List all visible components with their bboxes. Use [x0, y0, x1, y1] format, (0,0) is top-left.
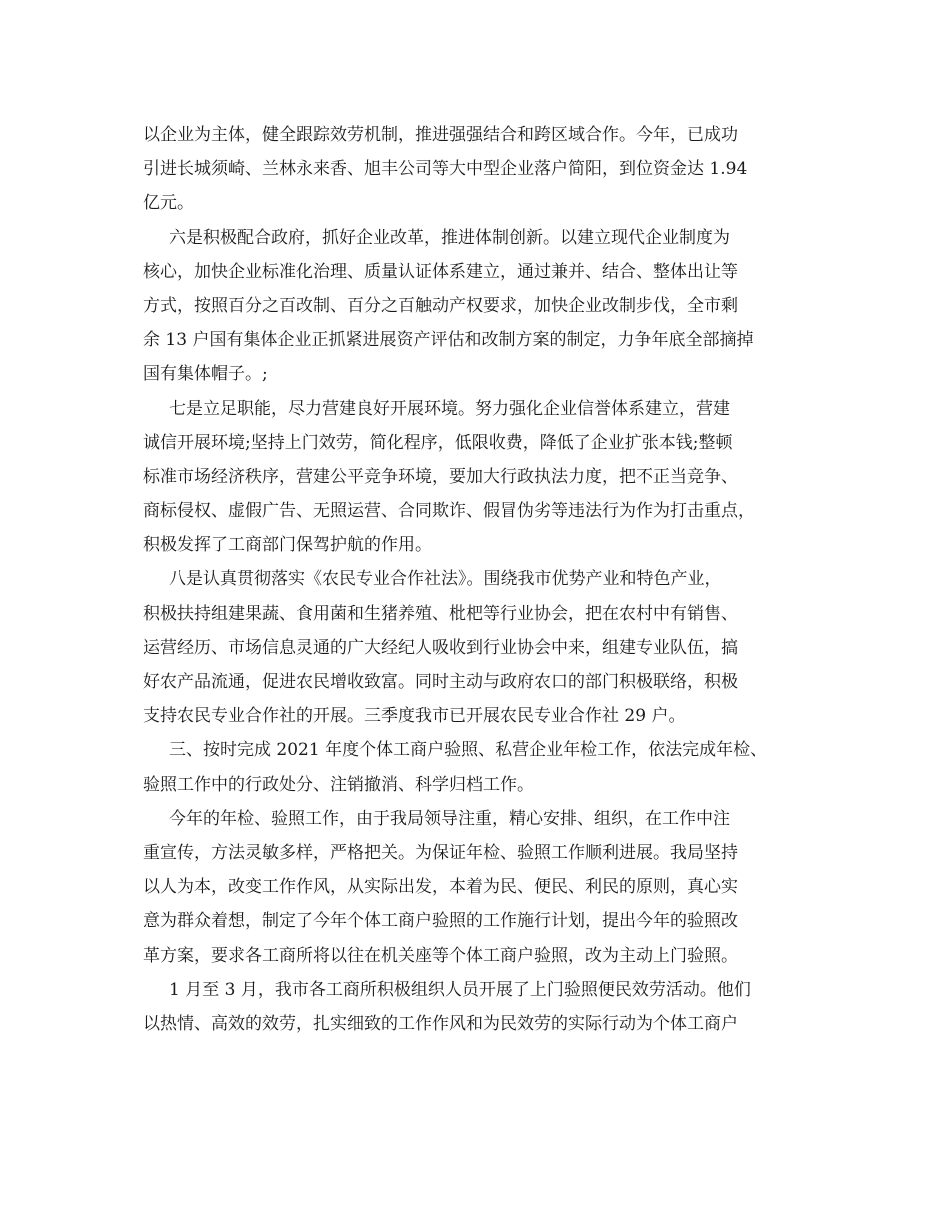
- text-line: 革方案，要求各工商所将以往在机关座等个体工商户验照，改为主动上门验照。: [143, 945, 738, 966]
- text-line: 六是积极配合政府，抓好企业改革，推进体制创新。以建立现代企业制度为: [169, 227, 730, 248]
- text-line: 意为群众着想，制定了今年个体工商户验照的工作施行计划，提出今年的验照改: [143, 911, 738, 932]
- text-line: 方式，按照百分之百改制、百分之百触动产权要求，加快企业改制步伐，全市剩: [143, 295, 738, 316]
- body-text: [143, 118, 815, 1041]
- text-line: 以热情、高效的效劳，扎实细致的工作作风和为民效劳的实际行动为个体工商户: [143, 1013, 738, 1034]
- text-line: 积极发挥了工商部门保驾护航的作用。: [143, 535, 432, 556]
- text-line: 三、按时完成 2021 年度个体工商户验照、私营企业年检工作，依法完成年检、: [169, 740, 768, 761]
- text-line: 亿元。: [143, 193, 194, 214]
- text-line: 八是认真贯彻落实《农民专业合作社法》。围绕我市优势产业和特色产业，: [169, 569, 722, 590]
- text-line: 以人为本，改变工作作风，从实际出发，本着为民、便民、利民的原则，真心实: [143, 877, 738, 898]
- text-line: 标准市场经济秩序，营建公平竞争环境，要加大行政执法力度，把不正当竞争、: [143, 466, 738, 487]
- text-line: 七是立足职能，尽力营建良好开展环境。努力强化企业信誉体系建立，营建: [169, 398, 730, 419]
- text-line: 1 月至 3 月，我市各工商所积极组织人员开展了上门验照便民效劳活动。他们: [169, 979, 751, 1000]
- text-line: 重宣传，方法灵敏多样，严格把关。为保证年检、验照工作顺利进展。我局坚持: [143, 842, 738, 863]
- text-line: 验照工作中的行政处分、注销撤消、科学归档工作。: [143, 774, 534, 795]
- text-line: 积极扶持组建果蔬、食用菌和生猪养殖、枇杷等行业协会，把在农村中有销售、: [143, 603, 738, 624]
- text-line: 好农产品流通，促进农民增收致富。同时主动与政府农口的部门积极联络，积极: [143, 672, 738, 692]
- text-line: 诚信开展环境;坚持上门效劳，简化程序，低限收费，降低了企业扩张本钱;整顿: [143, 432, 733, 453]
- text-line: 引进长城须崎、兰林永来香、旭丰公司等大中型企业落户简阳，到位资金达 1.94: [143, 159, 748, 180]
- text-line: 商标侵权、虚假广告、无照运营、合同欺诈、假冒伪劣等违法行为作为打击重点，: [143, 501, 755, 522]
- text-line: 支持农民专业合作社的开展。三季度我市已开展农民专业合作社 29 户。: [143, 706, 686, 727]
- text-line: 以企业为主体，健全跟踪效劳机制，推进强强结合和跨区域合作。今年，已成功: [143, 125, 738, 145]
- text-line: 余 13 户国有集体企业正抓紧进展资产评估和改制方案的制定，力争年底全部摘掉: [143, 330, 754, 351]
- text-line: 今年的年检、验照工作，由于我局领导注重，精心安排、组织，在工作中注: [169, 808, 730, 829]
- text-line: 核心，加快企业标准化治理、质量认证体系建立，通过兼并、结合、整体出让等: [143, 261, 738, 282]
- text-line: 运营经历、市场信息灵通的广大经纪人吸收到行业协会中来，组建专业队伍，搞: [143, 637, 738, 658]
- text-line: 国有集体帽子。;: [143, 364, 268, 385]
